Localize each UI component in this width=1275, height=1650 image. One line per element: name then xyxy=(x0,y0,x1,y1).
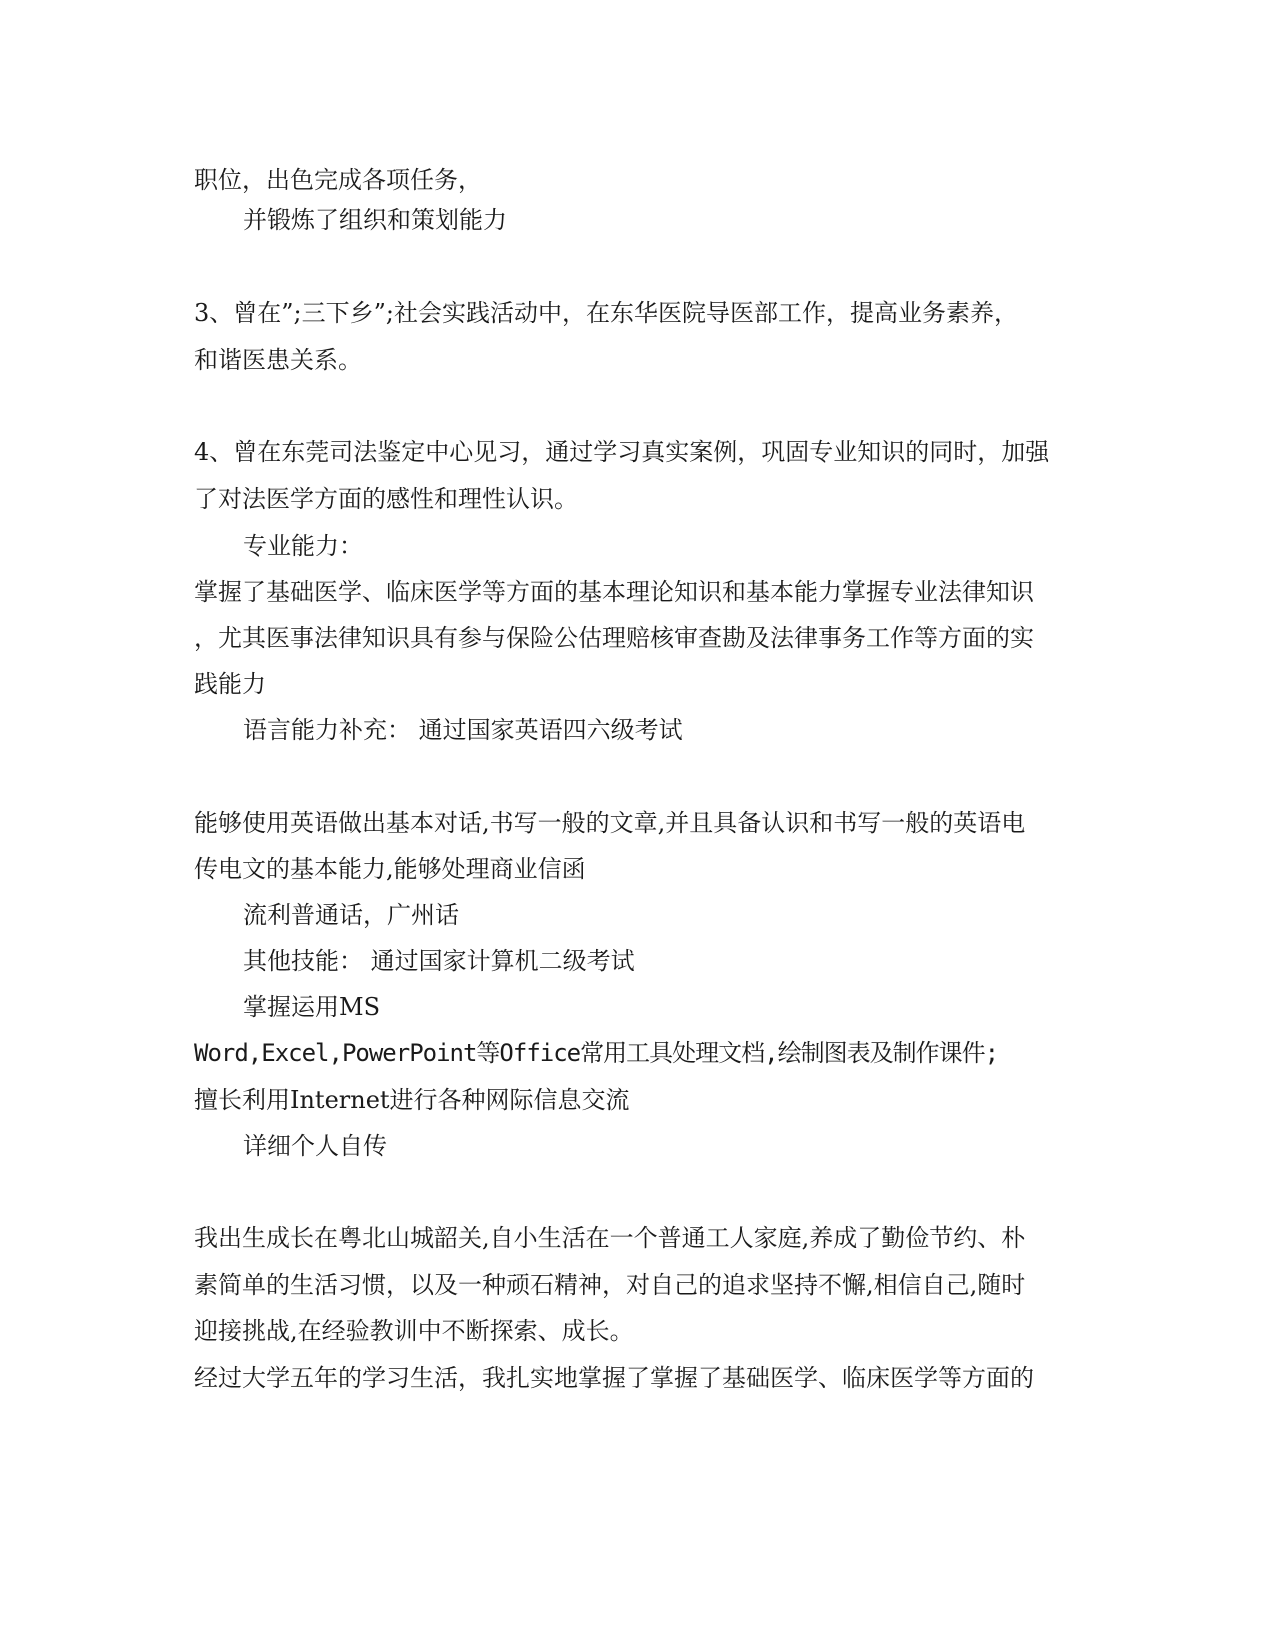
text-line: 传电文的基本能力,能够处理商业信函 xyxy=(194,855,586,883)
text-line: 和谐医患关系。 xyxy=(194,346,362,374)
text-line: 素简单的生活习惯，以及一种顽石精神，对自己的追求坚持不懈,相信自己,随时 xyxy=(194,1271,1026,1299)
text-line: 并锻炼了组织和策划能力 xyxy=(243,206,507,234)
text-line: 经过大学五年的学习生活，我扎实地掌握了掌握了基础医学、临床医学等方面的 xyxy=(194,1364,1034,1392)
text-line: Word,Excel,PowerPoint等Office常用工具处理文档,绘制图表及制作课件; xyxy=(194,1039,999,1067)
text-line: 职位，出色完成各项任务， xyxy=(194,166,482,194)
text-line: 迎接挑战,在经验教训中不断探索、成长。 xyxy=(194,1317,634,1345)
text-line: 了对法医学方面的感性和理性认识。 xyxy=(194,485,578,513)
section-heading: 其他技能： 通过国家计算机二级考试 xyxy=(243,947,635,975)
text-line: 掌握运用MS xyxy=(243,993,381,1021)
text-line: 流利普通话，广州话 xyxy=(243,901,459,929)
text-line: ，尤其医事法律知识具有参与保险公估理赔核审查勘及法律事务工作等方面的实 xyxy=(194,624,1034,652)
section-heading: 专业能力： xyxy=(243,532,363,560)
section-heading: 语言能力补充： 通过国家英语四六级考试 xyxy=(243,716,683,744)
text-line: 能够使用英语做出基本对话,书写一般的文章,并且具备认识和书写一般的英语电 xyxy=(194,809,1026,837)
text-line: 践能力 xyxy=(194,670,266,698)
text-line: 掌握了基础医学、临床医学等方面的基本理论知识和基本能力掌握专业法律知识 xyxy=(194,578,1034,606)
text-line: 4、曾在东莞司法鉴定中心见习，通过学习真实案例，巩固专业知识的同时，加强 xyxy=(194,438,1050,466)
text-line: 3、曾在”;三下乡”;社会实践活动中，在东华医院导医部工作，提高业务素养， xyxy=(194,299,1018,327)
text-line: 我出生成长在粤北山城韶关,自小生活在一个普通工人家庭,养成了勤俭节约、朴 xyxy=(194,1224,1026,1252)
section-heading: 详细个人自传 xyxy=(243,1132,387,1160)
text-line: 擅长利用Internet进行各种网际信息交流 xyxy=(194,1086,630,1114)
